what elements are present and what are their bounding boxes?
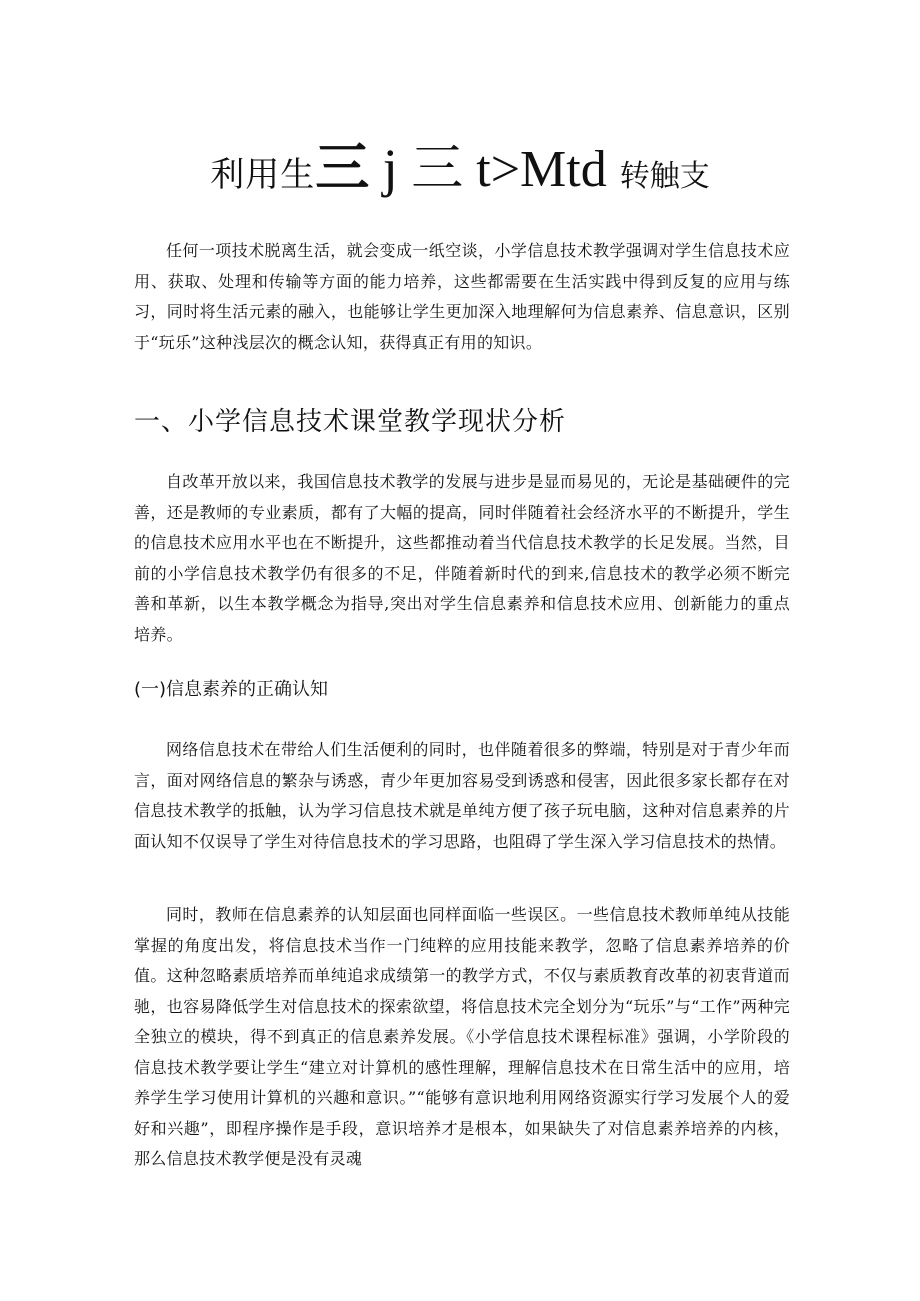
title-part-a: 利用生 [210,155,316,195]
intro-paragraph: 任何一项技术脱离生活，就会变成一纸空谈，小学信息技术教学强调对学生信息技术应用、获取、处理和传输等方面的能力培养，这些都需要在生活实践中得到反复的应用与练习，同时将生活元素的融入，也能够让学生更加深入地理解何为信息素养、信息意识，区别于“玩乐”这种浅层次的概念认知，获得真正有用的知识。 [134,241,790,352]
section-heading: 一、小学信息技术课堂教学现状分析 [134,407,567,437]
subsection-heading: (一)信息素养的正确认知 [134,679,329,700]
section-paragraph: 自改革开放以来，我国信息技术教学的发展与进步是显而易见的，无论是基础硬件的完善，还是教师的专业素质，都有了大幅的提高，同时伴随着社会经济水平的不断提升，学生的信息技术应用水平也在不断提升，这些都推动着当代信息技术教学的长足发展。当然，目前的小学信息技术教学仍有很多的不足，伴随着新时代的到来,信息技术的教学必须不断完善和革新，以生本教学概念为指导,突出对学生信息素养和信息技术应用、创新能力的重点培养。 [134,472,790,644]
document-title [0,138,920,198]
title-part-b: 三 [315,136,370,199]
subsection-paragraph-1: 网络信息技术在带给人们生活便利的同时，也伴随着很多的弊端，特别是对于青少年而言，面对网络信息的繁杂与诱惑，青少年更加容易受到诱惑和侵害，因此很多家长都存在对信息技术教学的抵触，认为学习信息技术就是单纯方便了孩子玩电脑，这种对信息素养的片面认知不仅误导了学生对待信息技术的学习思路，也阻碍了学生深入学习信息技术的热情。 [134,740,790,851]
title-part-c: j [369,138,412,198]
title-part-f: 转触支 [619,159,710,194]
title-part-e: t>Mtd [463,141,620,198]
title-part-d: 三 [411,139,464,199]
subsection-paragraph-2: 同时，教师在信息素养的认知层面也同样面临一些误区。一些信息技术教师单纯从技能掌握的角度出发，将信息技术当作一门纯粹的应用技能来教学，忽略了信息素养培养的价值。这种忽略素质培养而单纯追求成绩第一的教学方式，不仅与素质教育改革的初衷背道而驰，也容易降低学生对信息技术的探索欲望，将信息技术完全划分为“玩乐”与“工作”两种完全独立的模块，得不到真正的信息素养发展。《小学信息技术课程标准》强调，小学阶段的信息技术教学要让学生“建立对计算机的感性理解，理解信息技术在日常生活中的应用，培养学生学习使用计算机的兴趣和意识。”“能够有意识地利用网络资源实行学习发展个人的爱好和兴趣”，即程序操作是手段，意识培养才是根本，如果缺失了对信息素养培养的内核，那么信息技术教学便是没有灵魂 [134,905,790,1168]
